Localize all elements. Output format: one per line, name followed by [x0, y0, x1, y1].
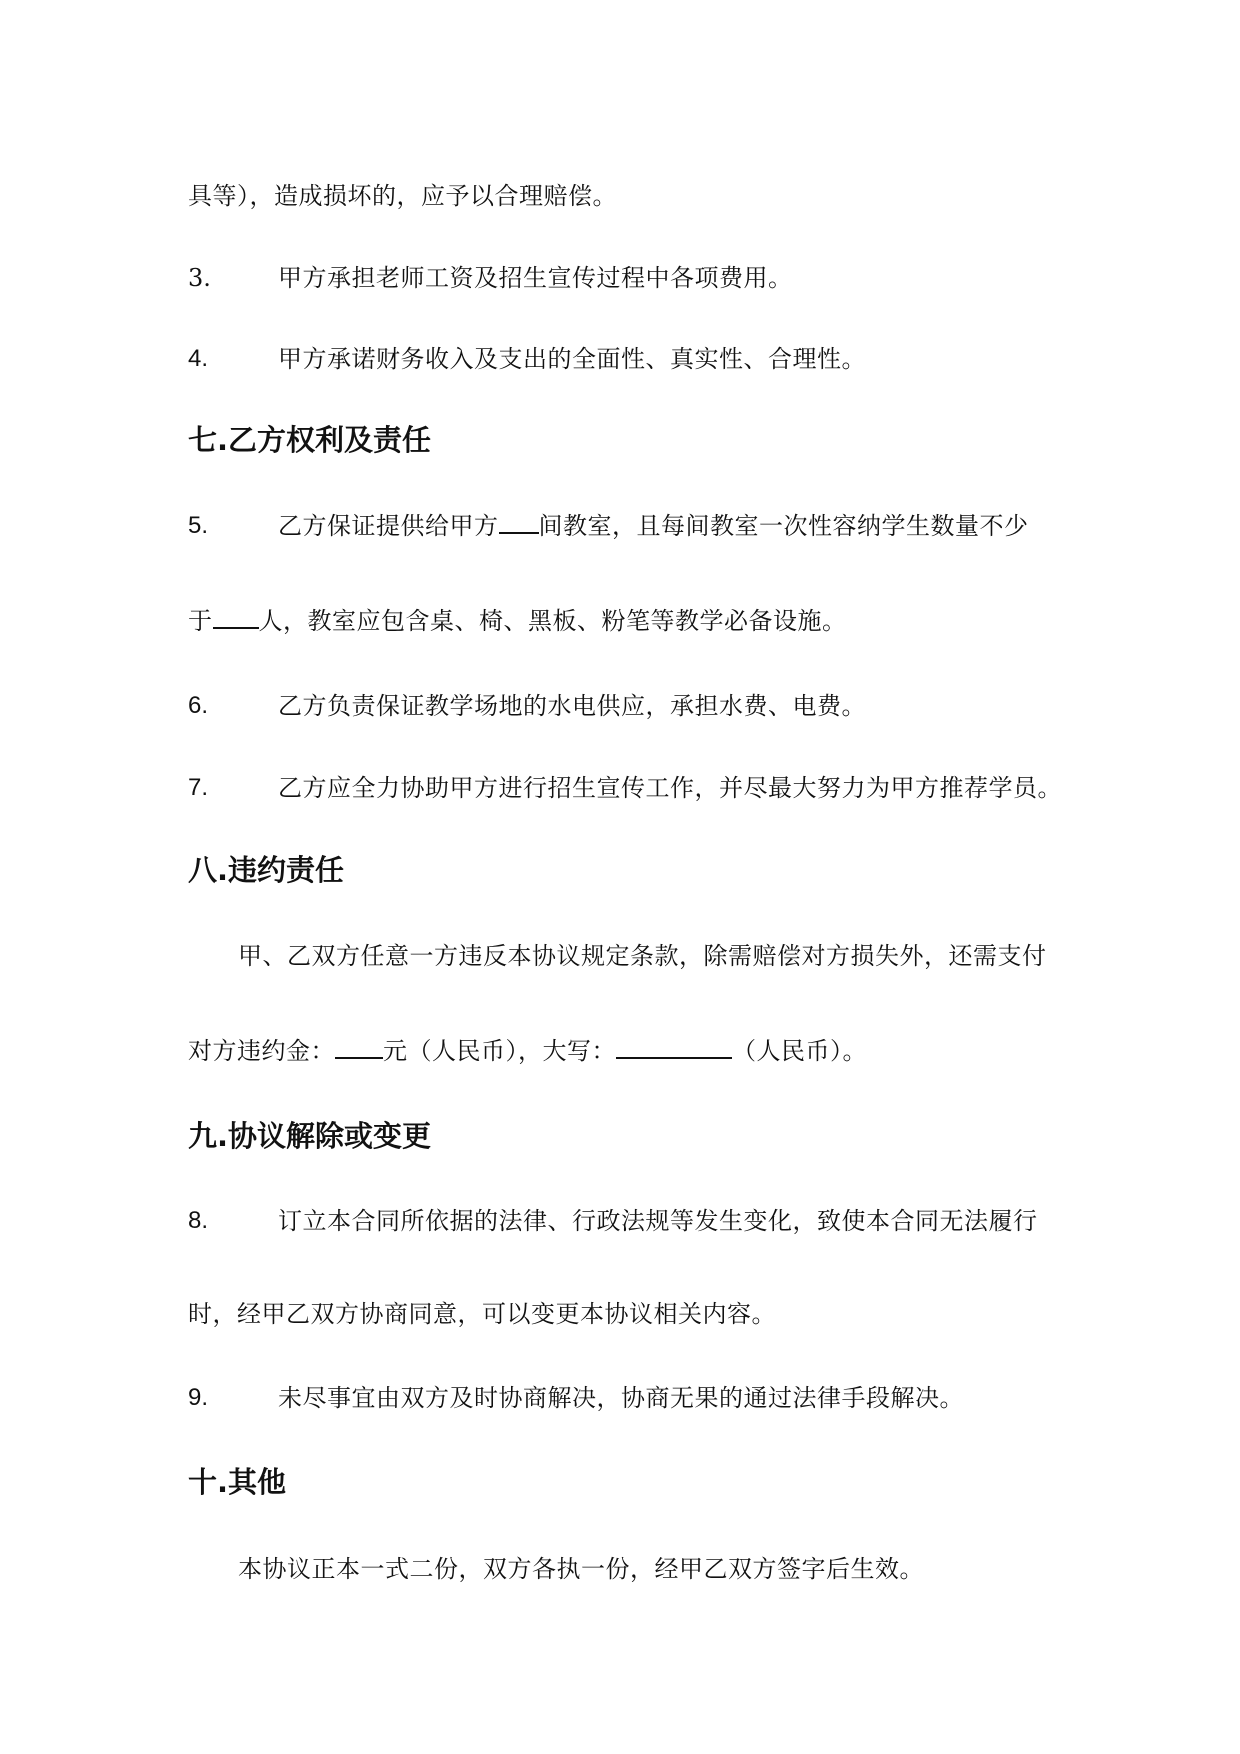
section-heading-7: 七.乙方权利及责任: [188, 423, 432, 457]
breach-text-c: （人民币）。: [732, 1037, 867, 1065]
item-5-text-line1: [278, 510, 1029, 542]
item-9-text: 未尽事宜由双方及时协商解决，协商无果的通过法律手段解决。: [278, 1384, 964, 1412]
item-7-text: 乙方应全力协助甲方进行招生宣传工作，并尽最大努力为甲方推荐学员。: [278, 774, 1062, 802]
item-4-text: 甲方承诺财务收入及支出的全面性、真实性、合理性。: [278, 345, 866, 373]
section-heading-9: 九.协议解除或变更: [188, 1119, 432, 1153]
item-number-8: 8.: [188, 1207, 209, 1234]
item-5-text-b: 间教室，且每间教室一次性容纳学生数量不少: [538, 512, 1029, 540]
item-5-text-c: 于: [188, 607, 213, 635]
closing-paragraph: 本协议正本一式二份，双方各执一份，经甲乙双方签字后生效。: [238, 1555, 924, 1583]
breach-paragraph-line2: [188, 1035, 867, 1067]
item-number-9: 9.: [188, 1384, 209, 1411]
breach-text-a: 对方违约金：: [188, 1037, 335, 1065]
student-count-blank: [213, 605, 259, 629]
breach-text-b: 元（人民币），大写：: [383, 1037, 616, 1065]
item-8-text-line2: 时，经甲乙双方协商同意，可以变更本协议相关内容。: [188, 1300, 776, 1328]
item-5-text-d: 人，教室应包含桌、椅、黑板、粉笔等教学必备设施。: [258, 607, 847, 635]
item-6-text: 乙方负责保证教学场地的水电供应，承担水费、电费。: [278, 692, 866, 720]
item-number-6: 6.: [188, 692, 209, 719]
item-number-5: 5.: [188, 512, 209, 539]
penalty-amount-blank: [335, 1035, 383, 1059]
item-8-text-line1: 订立本合同所依据的法律、行政法规等发生变化，致使本合同无法履行: [278, 1207, 1038, 1235]
section-heading-8: 八.违约责任: [188, 853, 345, 887]
item-5-text-a: 乙方保证提供给甲方: [278, 512, 499, 540]
breach-paragraph-line1: 甲、乙双方任意一方违反本协议规定条款，除需赔偿对方损失外，还需支付: [238, 942, 1047, 970]
clause-continuation-text: 具等），造成损坏的，应予以合理赔偿。: [188, 182, 617, 210]
item-number-7: 7.: [188, 774, 209, 801]
classroom-count-blank: [499, 510, 539, 534]
item-number-3: 3.: [188, 264, 211, 292]
section-heading-10: 十.其他: [188, 1465, 287, 1499]
item-5-text-line2: [188, 605, 847, 637]
item-number-4: 4.: [188, 345, 209, 372]
penalty-uppercase-blank: [616, 1035, 732, 1059]
item-3-text: 甲方承担老师工资及招生宣传过程中各项费用。: [278, 264, 793, 292]
